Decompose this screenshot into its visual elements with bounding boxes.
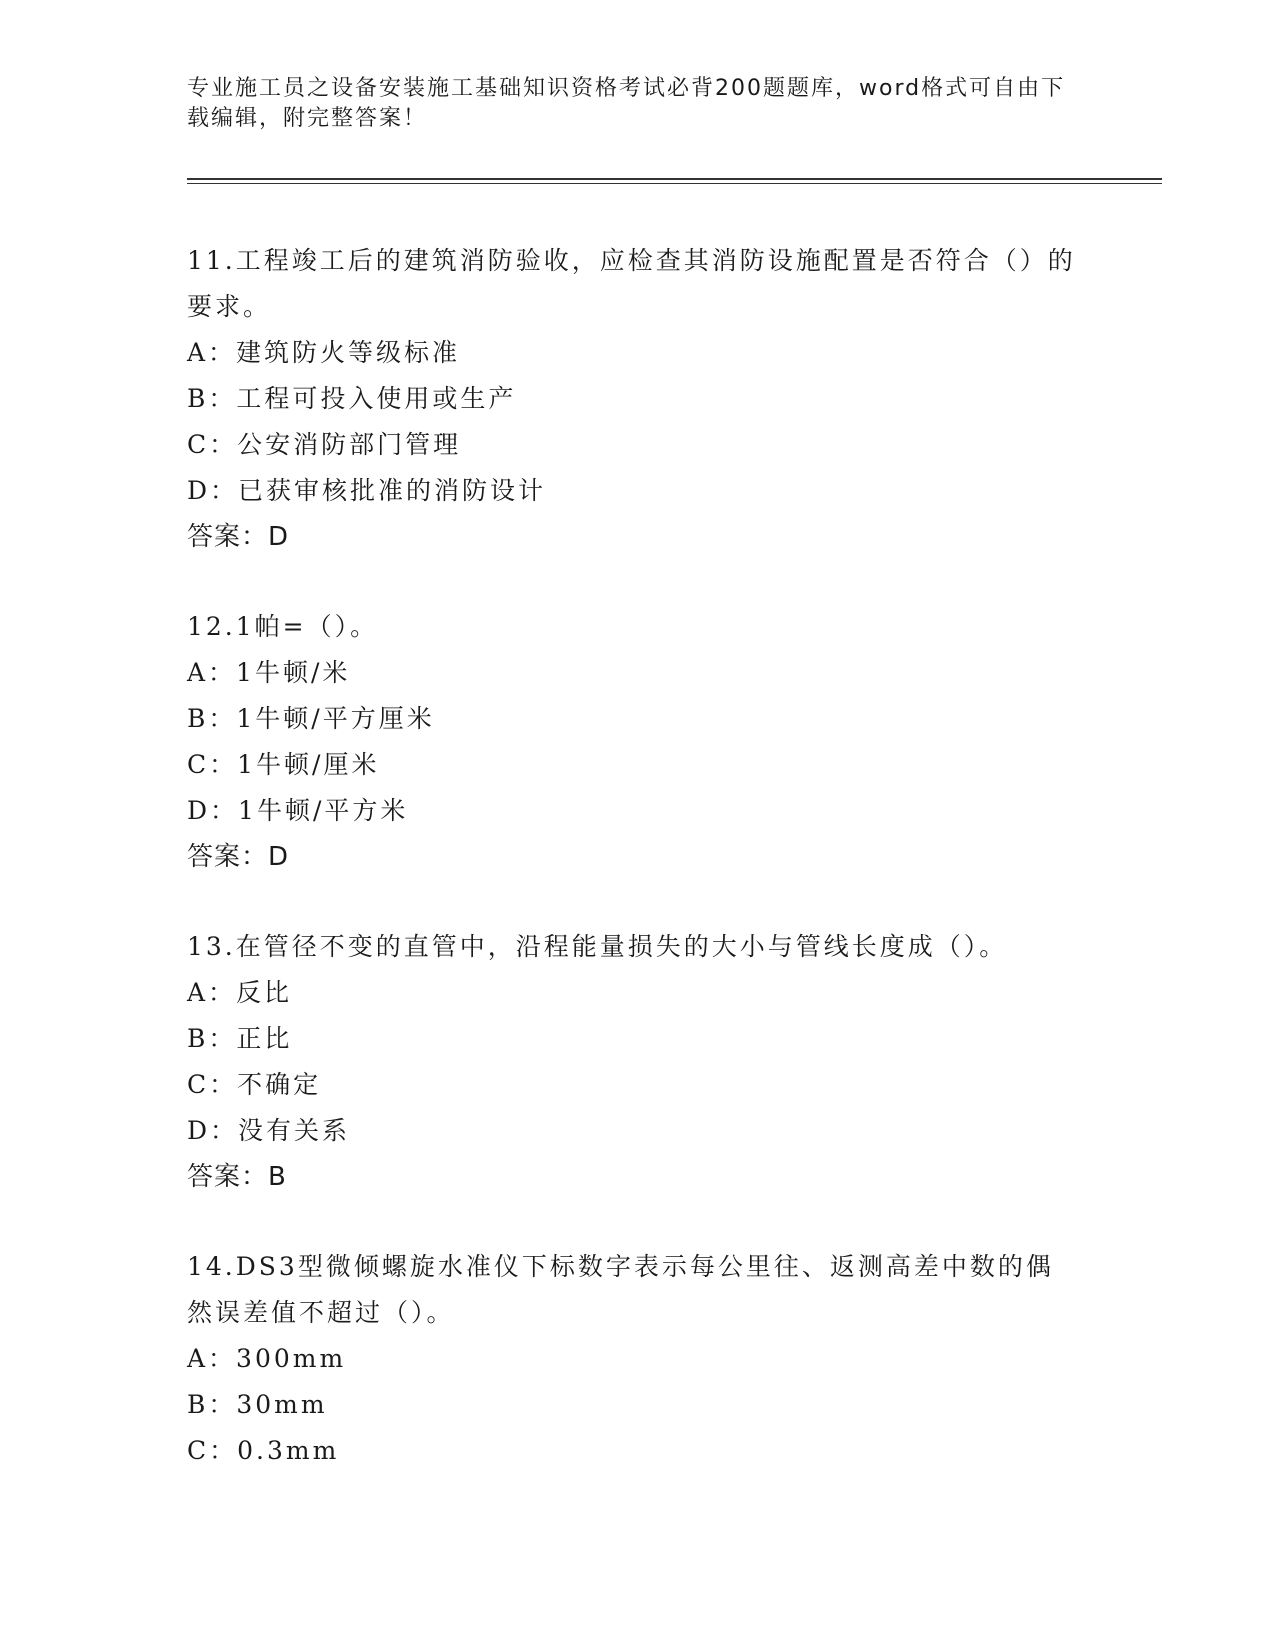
answer-label: 答案：D: [187, 522, 290, 552]
option-b: B：30mm: [187, 1390, 328, 1419]
option-a: A：300mm: [187, 1344, 347, 1373]
question-list: [187, 238, 1162, 1518]
question-14: [187, 1244, 1162, 1474]
option-c: C：不确定: [187, 1070, 322, 1099]
option-d: D：1牛顿/平方米: [187, 796, 409, 825]
option-a: A：反比: [187, 978, 293, 1007]
option-c: C：0.3mm: [187, 1436, 340, 1465]
answer-label: 答案：D: [187, 842, 290, 872]
question-stem: 12.1帕=（）。: [187, 612, 379, 641]
option-d: D：已获审核批准的消防设计: [187, 476, 547, 505]
option-a: A：1牛顿/米: [187, 658, 351, 687]
option-b: B：正比: [187, 1024, 293, 1053]
option-b: B：工程可投入使用或生产: [187, 384, 517, 413]
option-b: B：1牛顿/平方厘米: [187, 704, 435, 733]
option-c: C：1牛顿/厘米: [187, 750, 380, 779]
document-header: 专业施工员之设备安装施工基础知识资格考试必背200题题库，word格式可自由下载编辑，附完整答案！: [187, 76, 1066, 131]
question-11: [187, 238, 1162, 560]
option-c: C：公安消防部门管理: [187, 430, 462, 459]
option-a: A：建筑防火等级标准: [187, 338, 461, 367]
question-stem: 11.工程竣工后的建筑消防验收，应检查其消防设施配置是否符合（）的要求。: [187, 246, 1076, 321]
header-divider: [187, 178, 1162, 184]
answer-label: 答案：B: [187, 1162, 287, 1192]
question-13: [187, 924, 1162, 1200]
option-d: D：没有关系: [187, 1116, 351, 1145]
question-stem: 14.DS3型微倾螺旋水准仪下标数字表示每公里往、返测高差中数的偶然误差值不超过（）。: [187, 1252, 1054, 1327]
question-12: [187, 604, 1162, 880]
question-stem: 13.在管径不变的直管中，沿程能量损失的大小与管线长度成（）。: [187, 932, 1008, 961]
